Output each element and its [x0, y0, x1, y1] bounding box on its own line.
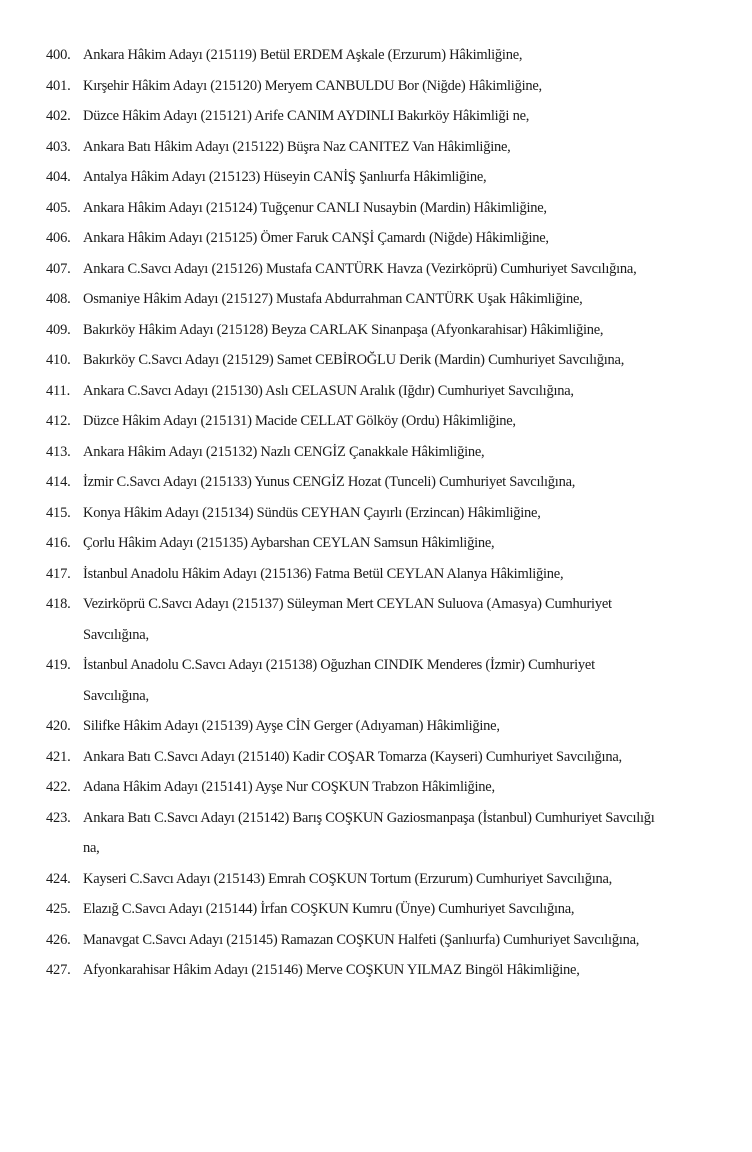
item-number: 412. — [46, 413, 71, 429]
item-number: 422. — [46, 779, 71, 795]
item-number: 403. — [46, 138, 71, 155]
item-number: 405. — [46, 199, 71, 216]
item-number: 424. — [46, 870, 71, 887]
item-number: 406. — [46, 230, 71, 246]
item-number: 426. — [46, 931, 71, 948]
item-text: Elazığ C.Savcı Adayı (215144) İrfan COŞKUN Kumru (Ünye) Cumhuriyet Savcılığına, — [83, 901, 575, 917]
item-text: Ankara Batı C.Savcı Adayı (215140) Kadir COŞAR Tomarza (Kayseri) Cumhuriyet Savcılığına, — [83, 748, 622, 765]
item-number: 414. — [46, 474, 71, 490]
item-number: 400. — [46, 47, 71, 63]
item-number: 413. — [46, 443, 71, 460]
item-number: 418. — [46, 596, 71, 612]
item-text: Vezirköprü C.Savcı Adayı (215137) Süleyman Mert CEYLAN Suluova (Amasya) Cumhuriyet — [83, 596, 612, 612]
item-number: 416. — [46, 535, 71, 551]
item-text: Ankara Batı C.Savcı Adayı (215142) Barış COŞKUN Gaziosmanpaşa (İstanbul) Cumhuriyet Savcılığı — [83, 809, 655, 826]
item-number: 401. — [46, 77, 71, 94]
item-text: Bakırköy Hâkim Adayı (215128) Beyza CARLAK Sinanpaşa (Afyonkarahisar) Hâkimliğine, — [83, 321, 604, 338]
item-number: 408. — [46, 291, 71, 307]
item-text: Ankara Batı Hâkim Adayı (215122) Büşra Naz CANITEZ Van Hâkimliğine, — [83, 138, 511, 155]
item-text: Bakırköy C.Savcı Adayı (215129) Samet CEBİROĞLU Derik (Mardin) Cumhuriyet Savcılığına, — [83, 352, 625, 368]
item-text: Kırşehir Hâkim Adayı (215120) Meryem CANBULDU Bor (Niğde) Hâkimliğine, — [83, 77, 542, 94]
item-text: Osmaniye Hâkim Adayı (215127) Mustafa Abdurrahman CANTÜRK Uşak Hâkimliğine, — [83, 291, 583, 307]
item-number: 402. — [46, 108, 71, 124]
item-number: 421. — [46, 748, 71, 765]
item-number: 409. — [46, 321, 71, 338]
item-number: 417. — [46, 565, 71, 582]
item-text: Ankara C.Savcı Adayı (215130) Aslı CELASUN Aralık (Iğdır) Cumhuriyet Savcılığına, — [83, 382, 574, 399]
item-text-continuation: Savcılığına, — [83, 626, 149, 643]
item-number: 420. — [46, 718, 71, 734]
item-number: 419. — [46, 657, 71, 673]
item-text: Manavgat C.Savcı Adayı (215145) Ramazan COŞKUN Halfeti (Şanlıurfa) Cumhuriyet Savcılığına, — [83, 931, 640, 948]
item-number: 427. — [46, 962, 71, 978]
item-number: 411. — [46, 382, 71, 399]
item-text: Düzce Hâkim Adayı (215121) Arife CANIM AYDINLI Bakırköy Hâkimliği ne, — [83, 108, 530, 124]
item-text: Adana Hâkim Adayı (215141) Ayşe Nur COŞKUN Trabzon Hâkimliğine, — [83, 779, 495, 795]
item-text: Ankara Hâkim Adayı (215119) Betül ERDEM Aşkale (Erzurum) Hâkimliğine, — [83, 47, 523, 63]
item-text-continuation: Savcılığına, — [83, 687, 149, 704]
item-text: İzmir C.Savcı Adayı (215133) Yunus CENGİZ Hozat (Tunceli) Cumhuriyet Savcılığına, — [83, 474, 576, 490]
item-number: 410. — [46, 352, 71, 368]
item-text: Antalya Hâkim Adayı (215123) Hüseyin CANİŞ Şanlıurfa Hâkimliğine, — [83, 169, 487, 185]
item-text: Afyonkarahisar Hâkim Adayı (215146) Merve COŞKUN YILMAZ Bingöl Hâkimliğine, — [83, 962, 580, 978]
item-number: 423. — [46, 809, 71, 826]
item-number: 407. — [46, 260, 71, 277]
item-text: Ankara Hâkim Adayı (215124) Tuğçenur CANLI Nusaybin (Mardin) Hâkimliğine, — [83, 199, 547, 216]
item-text: Kayseri C.Savcı Adayı (215143) Emrah COŞKUN Tortum (Erzurum) Cumhuriyet Savcılığına, — [83, 870, 613, 887]
item-number: 415. — [46, 504, 71, 521]
item-text: İstanbul Anadolu Hâkim Adayı (215136) Fatma Betül CEYLAN Alanya Hâkimliğine, — [83, 565, 564, 582]
item-number: 404. — [46, 169, 71, 185]
item-text: Ankara Hâkim Adayı (215125) Ömer Faruk CANŞİ Çamardı (Niğde) Hâkimliğine, — [83, 230, 549, 246]
item-text: İstanbul Anadolu C.Savcı Adayı (215138) Oğuzhan CINDIK Menderes (İzmir) Cumhuriyet — [83, 657, 595, 673]
item-text: Ankara Hâkim Adayı (215132) Nazlı CENGİZ Çanakkale Hâkimliğine, — [83, 443, 485, 460]
item-text: Düzce Hâkim Adayı (215131) Macide CELLAT Gölköy (Ordu) Hâkimliğine, — [83, 413, 516, 429]
item-text: Çorlu Hâkim Adayı (215135) Aybarshan CEYLAN Samsun Hâkimliğine, — [83, 535, 495, 551]
item-number: 425. — [46, 901, 71, 917]
item-text: Konya Hâkim Adayı (215134) Sündüs CEYHAN Çayırlı (Erzincan) Hâkimliğine, — [83, 504, 541, 521]
item-text: Silifke Hâkim Adayı (215139) Ayşe CİN Gerger (Adıyaman) Hâkimliğine, — [83, 718, 500, 734]
item-text: Ankara C.Savcı Adayı (215126) Mustafa CANTÜRK Havza (Vezirköprü) Cumhuriyet Savcılığına, — [83, 260, 637, 277]
item-text-continuation: na, — [83, 840, 100, 856]
